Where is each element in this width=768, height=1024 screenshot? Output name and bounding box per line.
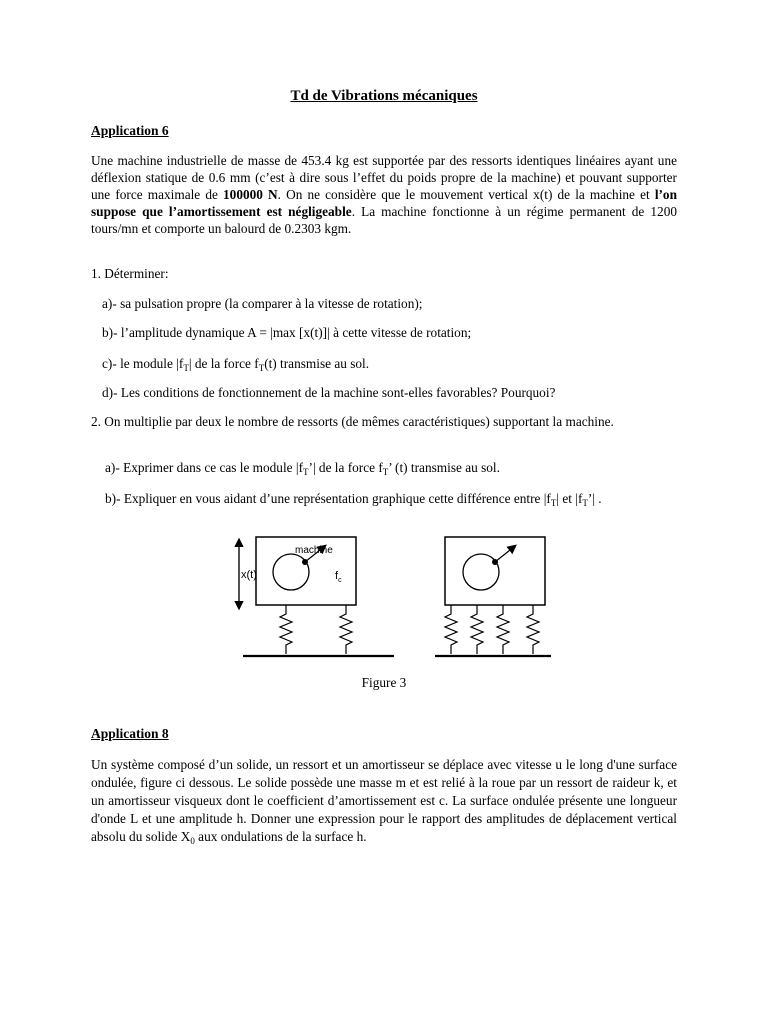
question-2a: a)- Exprimer dans ce cas le module $|f_T’|$ de la force $f_T$’ (t) transmise au sol. bbox=[105, 460, 500, 477]
question-1d: d)- Les conditions de fonctionnement de la machine sont-elles favorables? Pourquoi? bbox=[102, 385, 556, 400]
question-2: 2. On multiplie par deux le nombre de ressorts (de mêmes caractéristiques) supportant la machine. bbox=[91, 414, 614, 429]
application-8-heading: Application 8 bbox=[91, 726, 169, 741]
spring-left bbox=[280, 605, 292, 654]
spring-4 bbox=[527, 605, 539, 654]
machine-system-two-springs bbox=[239, 537, 394, 656]
spring-1 bbox=[445, 605, 457, 654]
spring-2 bbox=[471, 605, 483, 654]
figure-3-diagram bbox=[91, 532, 677, 664]
question-1c: c)- le module $|f_T|$ de la force $f_T(t)$ transmise au sol. bbox=[102, 356, 370, 373]
application-6-intro: Une machine industrielle de masse de 453.4 kg est supportée par des ressorts identiques linéaires ayant une déflexion statique de 0.6 mm (c’est à dire sous l’effet du poids propre de la machine) et pouvant supporter une force maximale de 100000 N. On ne considère que le mouvement vertical x(t) de la machine et l’on suppose que l’amortissement est négligeable. La machine fonctionne à un régime permanent de 1200 tours/mn et comporte un balourd de 0.2303 kgm. bbox=[91, 153, 677, 236]
spring-right bbox=[340, 605, 352, 654]
question-2b: b)- Expliquer en vous aidant d’une représentation graphique cette différence entre $|f_T|$ et $|f_T’|$ . bbox=[105, 491, 602, 508]
application-6-heading: Application 6 bbox=[91, 123, 169, 138]
spring-3 bbox=[497, 605, 509, 654]
page-title: Td de Vibrations mécaniques bbox=[290, 88, 478, 104]
application-8-body: Un système composé d’un solide, un ressort et un amortisseur se déplace avec vitesse u le long d'une surface ondulée, figure ci dessous. Le solide possède une masse m et est relié à la roue par un ressort de raideur k, et un amortisseur visqueux dont le coefficient d’amortissement est c. La surface ondulée présente une longueur d'onde L et une amplitude h. Donner une expression pour le rapport des amplitudes de déplacement vertical absolu du solide $X_0$ aux ondulations de la surface h. bbox=[91, 757, 677, 846]
question-1: 1. Déterminer: bbox=[91, 266, 169, 281]
question-1b: b)- l’amplitude dynamique A = |max [x(t)]| à cette vitesse de rotation; bbox=[102, 325, 472, 340]
force-label: $f_c$ bbox=[335, 570, 342, 584]
question-1a: a)- sa pulsation propre (la comparer à la vitesse de rotation); bbox=[102, 296, 423, 311]
machine-system-four-springs bbox=[435, 537, 551, 656]
machine-block-2 bbox=[445, 537, 545, 605]
x-label: x(t) bbox=[241, 569, 257, 581]
figure-caption: Figure 3 bbox=[361, 675, 407, 690]
machine-label: machine bbox=[295, 545, 333, 556]
